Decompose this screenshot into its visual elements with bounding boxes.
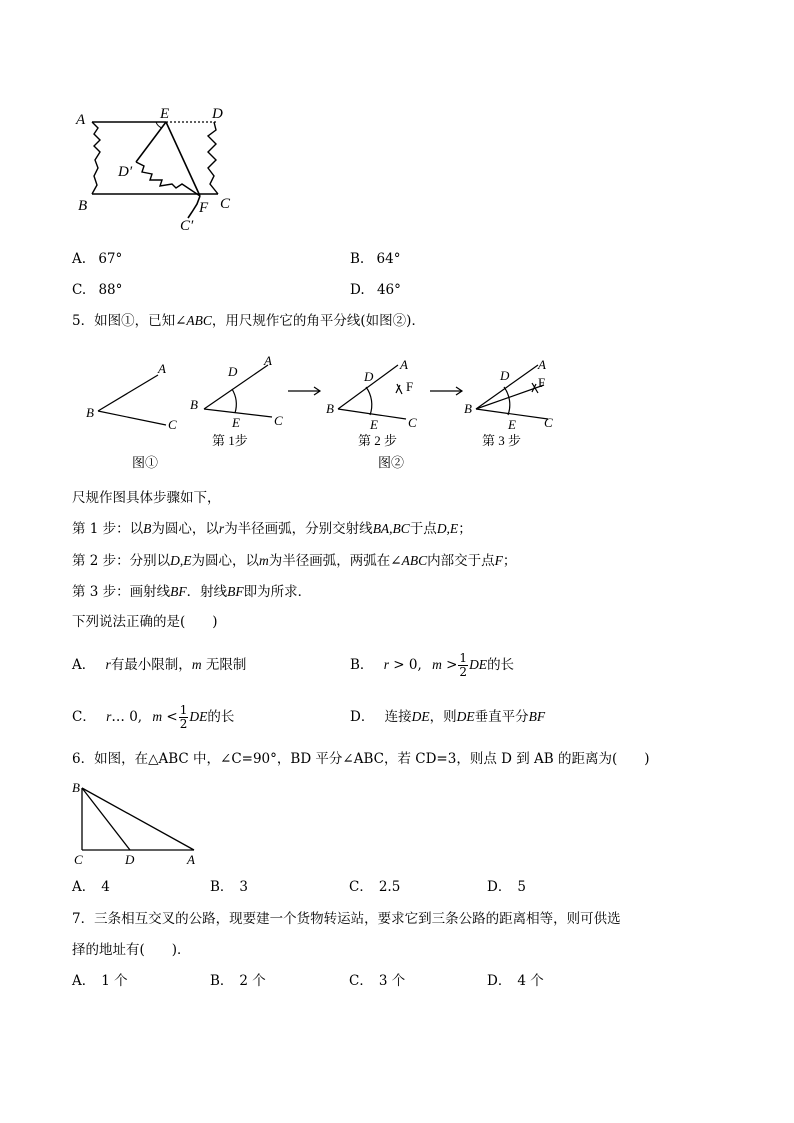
s3-F: F — [538, 375, 546, 390]
q7-stem-line1: 7．三条相互交叉的公路，现要建一个货物转运站，要求它到三条公路的距离相等，则可供选 — [72, 911, 621, 927]
option-text: 的长 — [487, 657, 515, 673]
fraction — [179, 704, 189, 731]
option-text: 连接 — [384, 709, 412, 725]
option-text: 2.5 — [378, 879, 401, 895]
q4-label-Cprime: C′ — [180, 218, 194, 234]
option-letter: B． — [210, 973, 234, 989]
step-var: BF — [170, 584, 187, 599]
s2-B: B — [326, 401, 334, 416]
option-letter: C. — [72, 282, 87, 298]
option-text: 67° — [98, 251, 123, 267]
q7-option-a[interactable] — [72, 972, 128, 990]
step-text: ．射线 — [186, 584, 228, 600]
step-text: 为半径画弧，两弧在 — [268, 553, 391, 569]
step-var: D,E — [170, 553, 192, 568]
s2-F: F — [406, 379, 414, 394]
q6-figure — [70, 778, 210, 866]
option-var: BF — [528, 709, 546, 724]
option-text: 5 — [517, 879, 526, 895]
q5-step2 — [72, 552, 516, 570]
option-letter: D. — [350, 282, 365, 298]
option-text: 1 个 — [101, 973, 128, 989]
step-var: BA,BC — [372, 521, 410, 536]
s3-C: C — [544, 415, 553, 430]
step-var: F — [494, 553, 503, 568]
q4-label-B: B — [78, 198, 88, 214]
option-text: < — [166, 709, 178, 725]
s1-B: B — [190, 397, 198, 412]
option-text: 垂直平分 — [474, 709, 529, 725]
q6-option-b[interactable] — [210, 878, 248, 896]
fraction-denominator: 2 — [179, 717, 188, 731]
s1-E: E — [232, 415, 240, 430]
option-var: DE — [456, 709, 475, 724]
f1-B: B — [86, 405, 94, 420]
s1-D: D — [228, 364, 238, 379]
option-text: > — [446, 657, 458, 673]
option-text: > 0, — [393, 657, 422, 673]
s2-A: A — [400, 357, 408, 372]
option-letter: D． — [487, 973, 512, 989]
option-text: ，则 — [429, 709, 457, 725]
q4-option-b[interactable] — [350, 250, 400, 268]
option-var: DE — [411, 709, 430, 724]
step-var: D,E — [436, 521, 459, 536]
q4-figure — [70, 100, 240, 235]
option-letter: B. — [350, 251, 365, 267]
step-text: 即为所求． — [243, 584, 312, 600]
fraction-numerator: 1 — [459, 651, 468, 665]
step-text: ； — [458, 521, 472, 537]
option-letter: A. — [72, 251, 87, 267]
option-var: r — [383, 657, 389, 672]
option-text: 4 个 — [517, 973, 544, 989]
option-letter: B． — [210, 879, 234, 895]
q7-option-b[interactable] — [210, 972, 266, 990]
option-letter: A． — [72, 657, 96, 673]
option-letter: A． — [72, 973, 96, 989]
q6-option-c[interactable] — [349, 878, 400, 896]
option-text: 64° — [376, 251, 401, 267]
q4-label-E: E — [160, 106, 170, 122]
option-letter: C． — [72, 709, 96, 725]
s1-C: C — [274, 413, 283, 428]
step2-caption: 第 2 步 — [358, 433, 398, 448]
option-text: 3 个 — [378, 973, 406, 989]
step-text: 为圆心，以 — [151, 521, 219, 537]
option-text: 无限制 — [205, 657, 247, 673]
step-text: 第 3 步：画射线 — [72, 584, 171, 600]
q4-label-A: A — [76, 112, 86, 128]
q4-option-d[interactable] — [350, 281, 401, 299]
step-text: 内部交于点 — [427, 553, 495, 569]
option-var: m — [432, 657, 442, 672]
option-var: DE — [469, 657, 488, 672]
step3-caption: 第 3 步 — [482, 433, 522, 448]
q5-step3 — [72, 583, 311, 601]
s2-D: D — [364, 369, 374, 384]
q6-option-d[interactable] — [487, 878, 526, 896]
f1-A: A — [158, 361, 166, 376]
s2-C: C — [408, 415, 417, 430]
q4-option-a[interactable] — [72, 250, 122, 268]
fraction-denominator: 2 — [459, 665, 468, 679]
step-text: 为圆心，以 — [191, 553, 260, 569]
option-text: 的长 — [207, 709, 235, 725]
fig1-caption: 图① — [132, 455, 159, 470]
q5-stem-text-end: ，用尺规作它的角平分线(如图②)． — [211, 313, 425, 329]
step-var: B — [143, 521, 152, 536]
q6-label-D: D — [125, 852, 135, 866]
q6-label-C: C — [74, 852, 83, 866]
option-text: 有最小限制， — [110, 657, 192, 673]
option-letter: B． — [350, 657, 374, 673]
fraction — [458, 652, 468, 679]
q7-stem-line2: 择的地址有( )． — [72, 942, 191, 958]
fig2-caption: 图② — [378, 455, 405, 470]
q6-option-a[interactable] — [72, 878, 110, 896]
option-text: 2 个 — [239, 973, 266, 989]
s3-D: D — [500, 368, 510, 383]
step-var: BF — [227, 584, 244, 599]
step-var: m — [259, 553, 269, 568]
option-text: 3 — [239, 879, 249, 895]
q6-label-B: B — [72, 780, 80, 795]
q5-step1 — [72, 520, 472, 538]
q4-option-c[interactable] — [72, 281, 122, 299]
s3-E: E — [508, 417, 516, 432]
s1-A: A — [264, 355, 272, 368]
option-text: 4 — [101, 879, 110, 895]
step-text: 为半径画弧，分别交射线 — [224, 521, 373, 537]
fraction-numerator: 1 — [179, 703, 188, 717]
q5-stem — [72, 312, 425, 330]
s2-E: E — [370, 417, 378, 432]
q6-stem: 6．如图，在△ABC 中，∠C=90°，BD 平分∠ABC，若 CD=3，则点 D 到 AB 的距离为( ) — [72, 751, 650, 767]
s3-A: A — [538, 357, 546, 372]
q4-label-C: C — [220, 196, 231, 212]
f1-C: C — [168, 417, 177, 432]
step-var: r — [218, 521, 225, 536]
option-letter: C． — [349, 973, 373, 989]
option-text: 88° — [98, 282, 123, 298]
step-var: ∠ABC — [390, 553, 428, 568]
step-text: 于点 — [409, 521, 437, 537]
q7-option-c[interactable] — [349, 972, 405, 990]
q5-stem-angle: ∠ABC — [175, 313, 212, 328]
q5-figure — [80, 355, 570, 475]
option-letter: A． — [72, 879, 96, 895]
option-var: DE — [189, 709, 208, 724]
q5-option-c[interactable] — [72, 700, 234, 734]
q4-label-F: F — [199, 200, 209, 216]
q5-option-d[interactable] — [350, 708, 545, 726]
option-text: 46° — [376, 282, 401, 298]
step1-caption: 第 1步 — [212, 433, 248, 448]
q7-option-d[interactable] — [487, 972, 544, 990]
q5-stem-text: 5．如图①，已知 — [72, 313, 176, 329]
s3-B: B — [464, 401, 472, 416]
q5-option-b[interactable] — [350, 648, 514, 682]
option-var: m — [191, 657, 202, 672]
option-letter: C． — [349, 879, 373, 895]
step-text: 第 1 步：以 — [72, 521, 144, 537]
q5-steps-intro: 尺规作图具体步骤如下， — [72, 490, 221, 506]
option-letter: D． — [487, 879, 512, 895]
step-text: 第 2 步：分别以 — [72, 553, 171, 569]
option-var: r — [105, 657, 111, 672]
option-var: m — [152, 709, 163, 724]
option-text: … 0, — [111, 709, 143, 725]
q4-label-Dprime: D′ — [118, 164, 133, 180]
option-letter: D． — [350, 709, 375, 725]
q4-label-D: D — [212, 106, 223, 122]
q5-option-a[interactable] — [72, 656, 246, 674]
q5-question: 下列说法正确的是( ) — [72, 614, 218, 630]
q6-label-A: A — [187, 852, 195, 866]
option-var: r — [106, 709, 112, 724]
step-text: ； — [502, 553, 517, 569]
